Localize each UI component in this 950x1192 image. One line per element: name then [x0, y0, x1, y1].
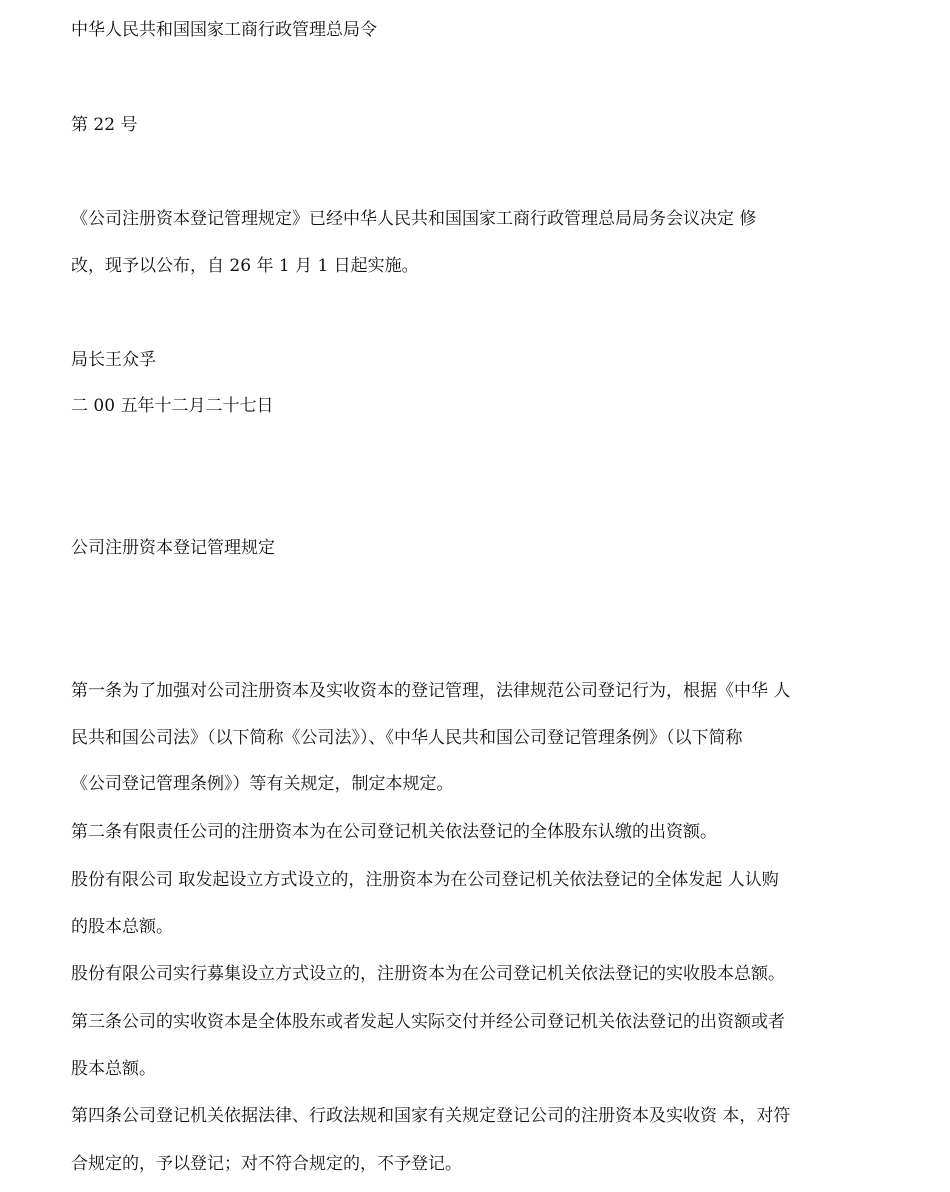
article-line: 合规定的，予以登记；对不符合规定的，不予登记。 [71, 1154, 462, 1174]
article-line: 《公司登记管理条例》）等有关规定，制定本规定。 [71, 774, 454, 794]
article-line: 第四条公司登记机关依据法律、行政法规和国家有关规定登记公司的注册资本及实收资 本，对符 [71, 1106, 791, 1126]
director-signature: 局长王众孚 [71, 350, 156, 370]
article-line: 股本总额。 [71, 1059, 156, 1079]
article-line: 民共和国公司法》（以下简称《公司法》）、《中华人民共和国公司登记管理条例》（以下简称 [71, 728, 743, 748]
order-number: 第 22 号 [71, 115, 138, 135]
preamble-line: 改，现予以公布，自 26 年 1 月 1 日起实施。 [71, 256, 419, 276]
preamble-line: 《公司注册资本登记管理规定》已经中华人民共和国国家工商行政管理总局局务会议决定 修 [71, 209, 757, 229]
article-line: 的股本总额。 [71, 917, 173, 937]
issuer-heading: 中华人民共和国国家工商行政管理总局令 [71, 20, 377, 40]
article-line: 第三条公司的实收资本是全体股东或者发起人实际交付并经公司登记机关依法登记的出资额或者 [71, 1012, 785, 1032]
issue-date: 二 00 五年十二月二十七日 [71, 396, 274, 416]
article-line: 股份有限公司实行募集设立方式设立的，注册资本为在公司登记机关依法登记的实收股本总额。 [71, 964, 785, 984]
article-line: 第二条有限责任公司的注册资本为在公司登记机关依法登记的全体股东认缴的出资额。 [71, 822, 717, 842]
regulation-title: 公司注册资本登记管理规定 [71, 538, 275, 558]
article-line: 股份有限公司 取发起设立方式设立的，注册资本为在公司登记机关依法登记的全体发起 人认购 [71, 870, 779, 890]
article-line: 第一条为了加强对公司注册资本及实收资本的登记管理，法律规范公司登记行为，根据《中华 人 [71, 681, 791, 701]
